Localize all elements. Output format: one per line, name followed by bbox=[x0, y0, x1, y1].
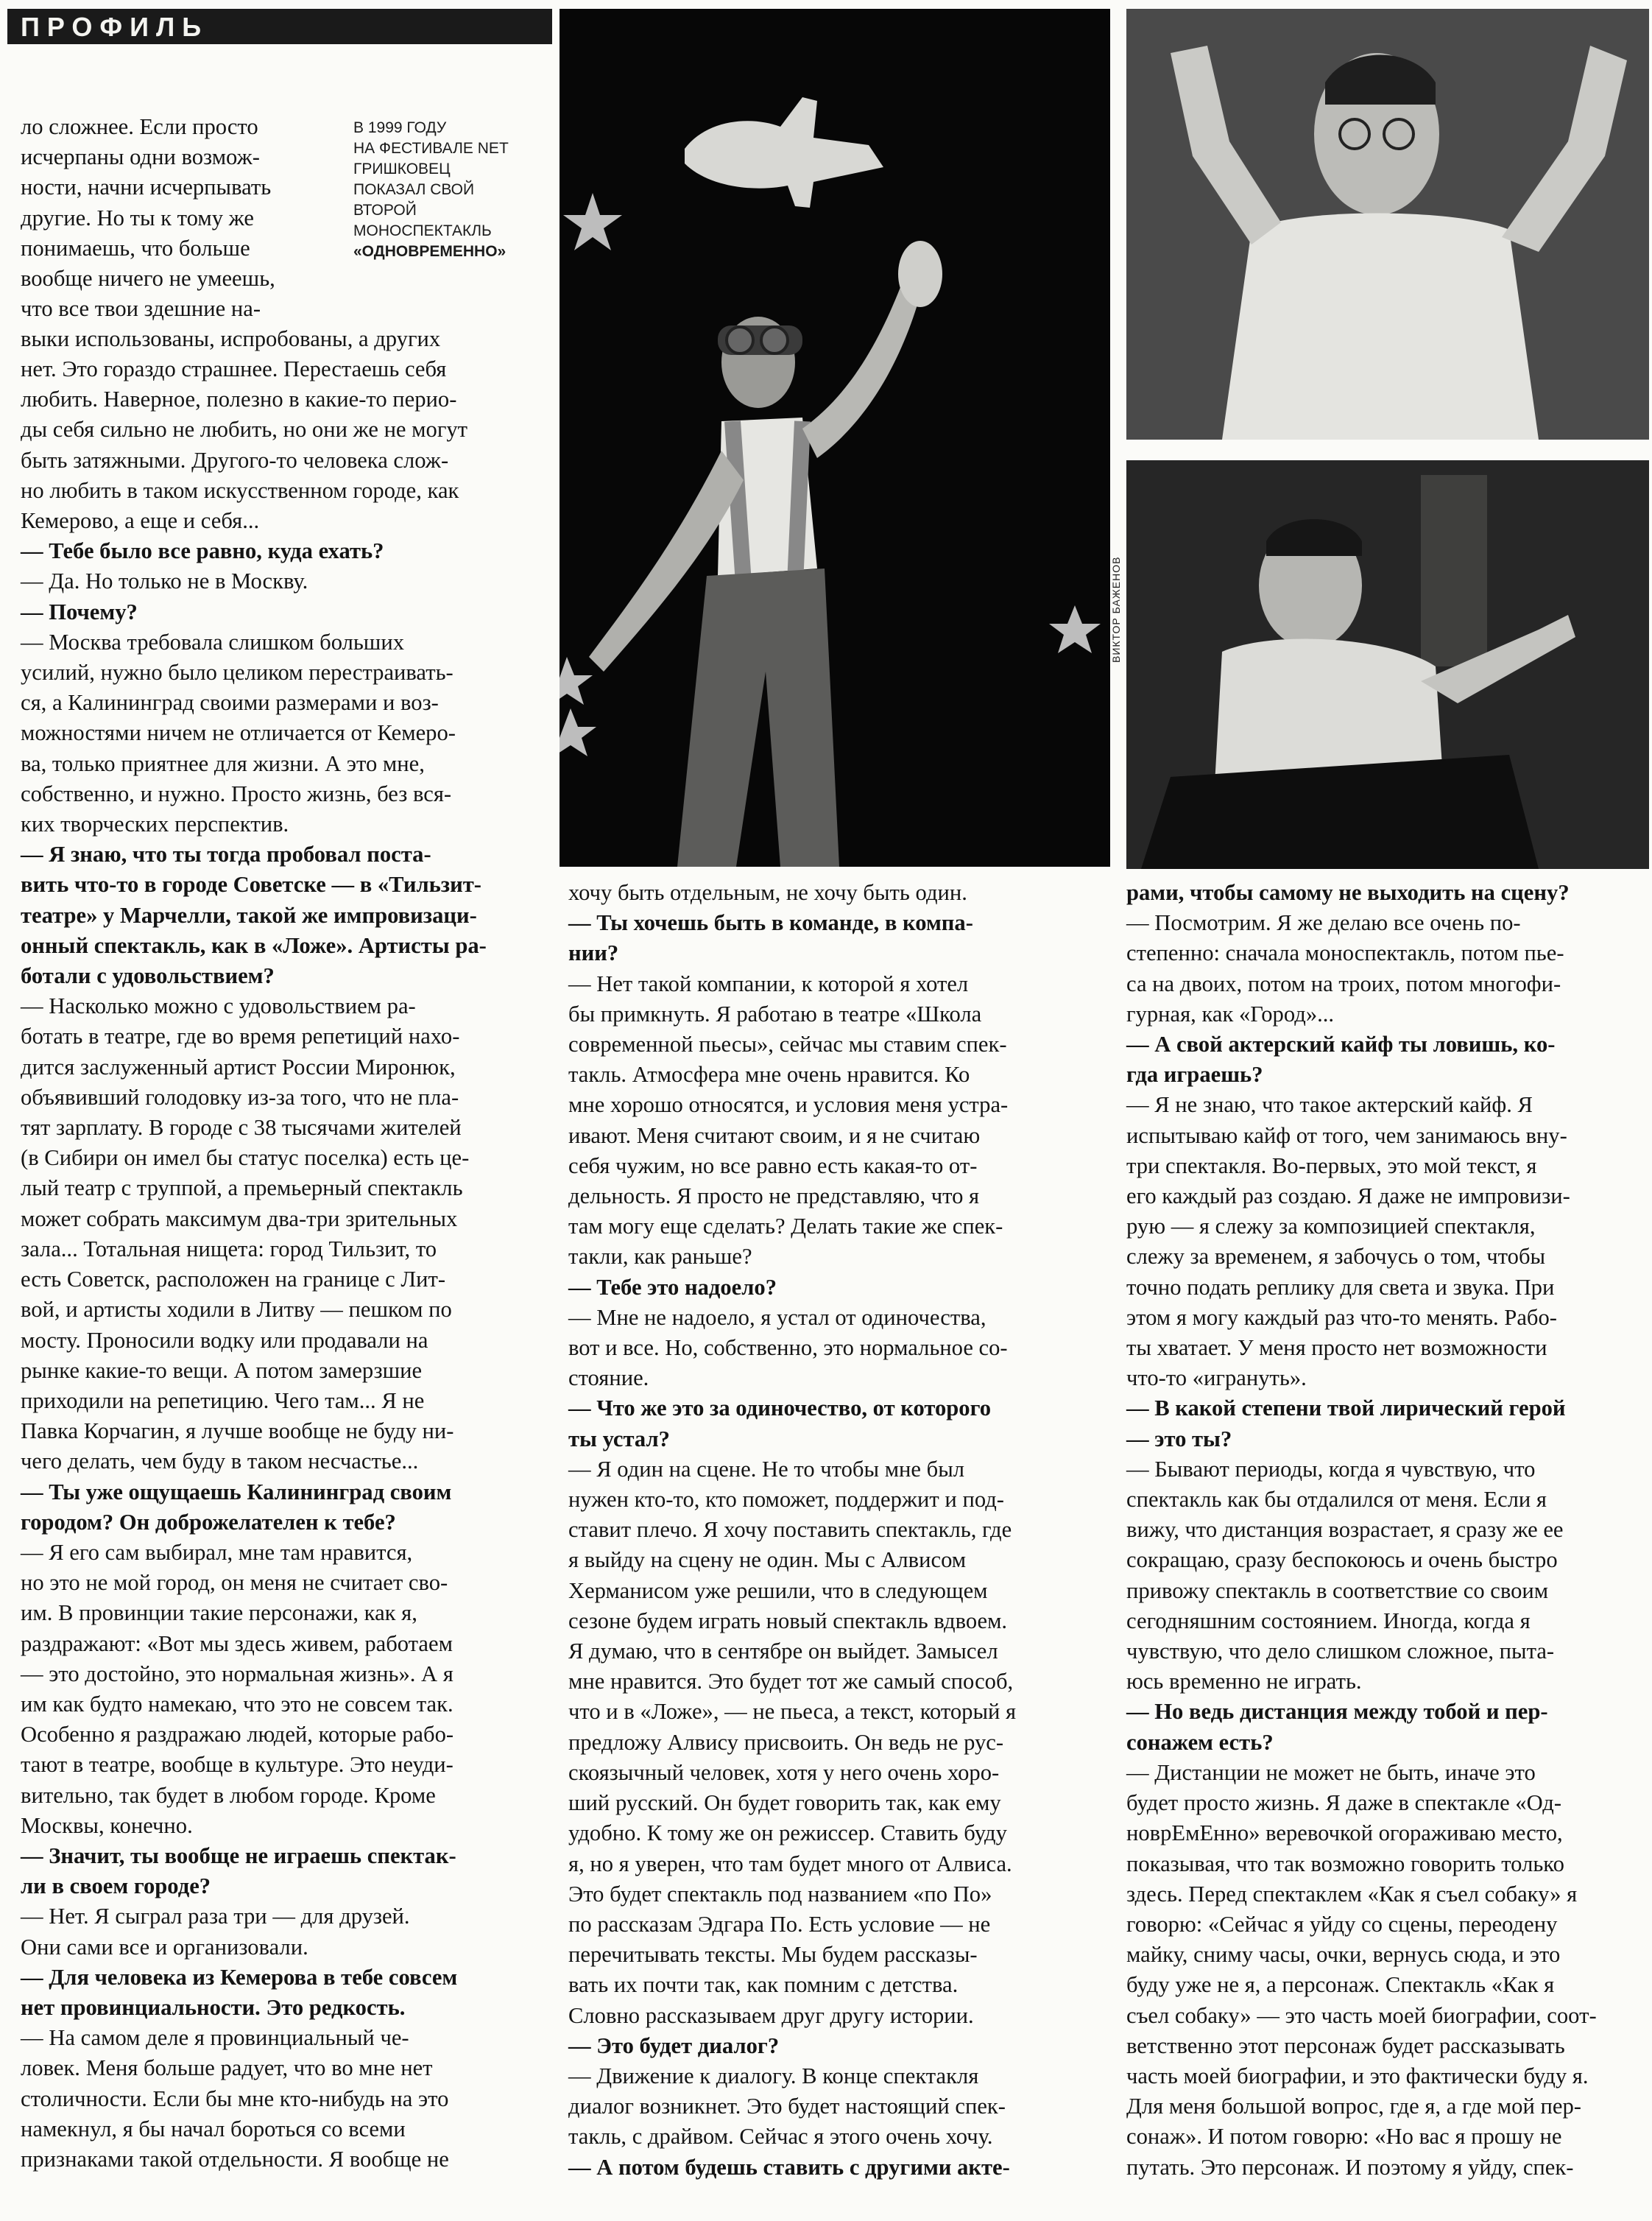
caption-title: «ОДНОВРЕМЕННО» bbox=[353, 243, 506, 260]
text-line: — Бывают периоды, когда я чувствую, что bbox=[1126, 1456, 1536, 1482]
text-line: — Дистанции не может не быть, иначе это bbox=[1126, 1759, 1536, 1785]
text-line: ловек. Меня больше радует, что во мне нет bbox=[21, 2055, 433, 2081]
text-line: испытываю кайф от того, чем занимаюсь вну- bbox=[1126, 1122, 1567, 1148]
text-line: столичности. Если бы мне кто-нибудь на это bbox=[21, 2086, 449, 2111]
text-line: такли, как раньше? bbox=[568, 1244, 752, 1270]
text-line: тят зарплату. В городе с 38 тысячами жителей bbox=[21, 1115, 462, 1141]
text-line: я, но я уверен, что там будет много от Алвиса. bbox=[568, 1851, 1012, 1876]
text-line: — А свой актерский кайф ты ловишь, ко- bbox=[1126, 1032, 1556, 1057]
text-line: ли в своем городе? bbox=[21, 1873, 211, 1899]
text-line: объявивший голодовку из-за того, что не пла- bbox=[21, 1084, 459, 1110]
text-line: скоязычный человек, хотя у него очень хоро- bbox=[568, 1759, 1000, 1785]
text-line: — Я знаю, что ты тогда пробовал поста- bbox=[21, 842, 431, 867]
text-line: удобно. К тому же он режиссер. Ставить буду bbox=[568, 1820, 1007, 1846]
text-line: — Ты уже ощущаешь Калининград своим bbox=[21, 1479, 452, 1504]
text-line: ший русский. Он будет говорить так, как ему bbox=[568, 1790, 1001, 1816]
text-line: — Я не знаю, что такое актерский кайф. Я bbox=[1126, 1092, 1533, 1118]
text-line: раздражают: «Вот мы здесь живем, работаем bbox=[21, 1630, 453, 1656]
text-line: — Нет. Я сыграл раза три — для друзей. bbox=[21, 1904, 410, 1929]
text-line: его каждый раз создаю. Я даже не импровизи- bbox=[1126, 1183, 1570, 1209]
text-line: театре» у Марчелли, такой же импровизаци- bbox=[21, 902, 477, 928]
text-line: диалог возникнет. Это будет настоящий спек- bbox=[568, 2094, 1006, 2119]
text-line: тают в театре, вообще в культуре. Это неуди- bbox=[21, 1752, 453, 1778]
text-line: мосту. Проносили водку или продавали на bbox=[21, 1327, 428, 1353]
text-line: чего делать, чем буду в таком несчастье... bbox=[21, 1449, 419, 1474]
text-line: ивают. Меня считают своим, и я не считаю bbox=[568, 1122, 981, 1148]
text-line: путать. Это персонаж. И поэтому я уйду, спек- bbox=[1126, 2154, 1574, 2180]
text-line: привожу спектакль в соответствие со своим bbox=[1126, 1577, 1549, 1603]
text-line: Павка Корчагин, я лучше вообще не буду ни- bbox=[21, 1418, 454, 1444]
text-line: будет просто жизнь. Я даже в спектакле «Од- bbox=[1126, 1790, 1562, 1816]
text-line: — Тебе это надоело? bbox=[568, 1274, 777, 1300]
text-line: может собрать максимум два-три зрительных bbox=[21, 1205, 458, 1231]
caption-line: В 1999 ГОДУ bbox=[353, 119, 447, 136]
text-line: нии? bbox=[568, 940, 619, 966]
caption-line: ГРИШКОВЕЦ bbox=[353, 161, 451, 177]
text-line: перечитывать тексты. Мы будем рассказы- bbox=[568, 1942, 978, 1968]
text-line: вообще ничего не умеешь, bbox=[21, 266, 275, 292]
text-line: ботали с удовольствием? bbox=[21, 963, 275, 989]
text-line: им как будто намекаю, что это не совсем так. bbox=[21, 1691, 453, 1717]
text-line: рами, чтобы самому не выходить на сцену? bbox=[1126, 880, 1570, 905]
text-line: ты устал? bbox=[568, 1426, 670, 1451]
text-line: по рассказам Эдгара По. Есть условие — не bbox=[568, 1911, 991, 1937]
text-line: — Я один на сцене. Не то чтобы мне был bbox=[568, 1456, 965, 1482]
text-line: Для меня большой вопрос, где я, а где мой пер- bbox=[1126, 2094, 1581, 2119]
text-line: дится заслуженный артист России Миронюк, bbox=[21, 1054, 456, 1080]
text-line: — Мне не надоело, я устал от одиночества, bbox=[568, 1304, 986, 1330]
text-line: — Значит, ты вообще не играешь спектак- bbox=[21, 1842, 456, 1868]
text-line: дельность. Я просто не представляю, что я bbox=[568, 1183, 980, 1209]
stage-photo-seated bbox=[1126, 460, 1649, 869]
text-line: такль, с драйвом. Сейчас я этого очень хочу. bbox=[568, 2124, 993, 2150]
text-line: — Это будет диалог? bbox=[568, 2032, 780, 2058]
text-line: съел собаку» — это часть моей биографии, соот- bbox=[1126, 2002, 1597, 2028]
text-line: — Что же это за одиночество, от которого bbox=[568, 1395, 992, 1421]
text-line: — Ты хочешь быть в команде, в компа- bbox=[568, 910, 973, 936]
text-line: новрЕмЕнно» веревочкой огораживаю место, bbox=[1126, 1820, 1563, 1846]
text-line: вить что-то в городе Советске — в «Тильзит- bbox=[21, 872, 481, 898]
text-line: стояние. bbox=[568, 1365, 649, 1391]
text-line: рынке какие-то вещи. А потом замерзшие bbox=[21, 1357, 423, 1383]
text-line: — Но ведь дистанция между тобой и пер- bbox=[1126, 1699, 1548, 1725]
text-line: выки использованы, испробованы, а других bbox=[21, 326, 441, 352]
text-line: есть Советск, расположен на границе с Лит- bbox=[21, 1267, 446, 1292]
section-header bbox=[7, 9, 552, 44]
text-line: Это будет спектакль под названием «по По» bbox=[568, 1881, 992, 1907]
text-line: ты хватает. У меня просто нет возможности bbox=[1126, 1335, 1547, 1361]
text-line: собственно, и нужно. Просто жизнь, без вся- bbox=[21, 781, 452, 806]
text-line: Особенно я раздражаю людей, которые рабо- bbox=[21, 1722, 454, 1747]
text-line: — Движение к диалогу. В конце спектакля bbox=[568, 2063, 979, 2088]
text-line: но любить в таком искусственном городе, как bbox=[21, 477, 459, 503]
text-line: ности, начни исчерпывать bbox=[21, 175, 272, 200]
text-line: ло сложнее. Если просто bbox=[21, 114, 258, 139]
text-line: там могу еще сделать? Делать такие же спек- bbox=[568, 1214, 1003, 1239]
text-line: признаками такой отдельности. Я вообще не bbox=[21, 2146, 449, 2172]
text-line: нет. Это гораздо страшнее. Перестаешь себя bbox=[21, 356, 447, 381]
text-line: что и в «Ложе», — не пьеса, а текст, который я bbox=[568, 1699, 1017, 1725]
text-line: гурная, как «Город»... bbox=[1126, 1001, 1335, 1027]
caption-line: ПОКАЗАЛ СВОЙ bbox=[353, 181, 475, 198]
text-line: ся, а Калининград своими размерами и воз- bbox=[21, 690, 439, 716]
photo-caption bbox=[353, 118, 574, 262]
text-line: — В какой степени твой лирический герой bbox=[1126, 1395, 1566, 1421]
text-line: (в Сибири он имел бы статус поселка) есть це- bbox=[21, 1145, 470, 1171]
text-line: Кемерово, а еще и себя... bbox=[21, 508, 260, 534]
text-line: что все твои здешние на- bbox=[21, 296, 261, 322]
text-line: вой, и артисты ходили в Литву — пешком по bbox=[21, 1297, 452, 1323]
text-line: майку, сниму часы, очки, вернусь сюда, и это bbox=[1126, 1942, 1561, 1968]
text-line: что-то «игрануть». bbox=[1126, 1365, 1307, 1391]
text-line: — Насколько можно с удовольствием ра- bbox=[21, 993, 416, 1019]
text-line: другие. Но ты к тому же bbox=[21, 205, 254, 230]
text-line: этом я могу каждый раз что-то менять. Рабо- bbox=[1126, 1304, 1557, 1330]
text-line: мне хорошо относятся, и условия меня устра- bbox=[568, 1092, 1009, 1118]
text-line: вать их почти так, как помним с детства. bbox=[568, 1972, 959, 1998]
text-line: приходили на репетицию. Чего там... Я не bbox=[21, 1387, 425, 1413]
text-line: гда играешь? bbox=[1126, 1062, 1263, 1088]
text-line: вот и все. Но, собственно, это нормальное со- bbox=[568, 1335, 1008, 1361]
text-line: сонаж». И потом говорю: «Но вас я прошу не bbox=[1126, 2124, 1562, 2150]
text-line: здесь. Перед спектаклем «Как я съел собаку» я bbox=[1126, 1881, 1578, 1907]
text-line: себя чужим, но все равно есть какая-то от- bbox=[568, 1152, 978, 1178]
text-line: — это достойно, это нормальная жизнь». А я bbox=[21, 1661, 453, 1686]
text-line: намекнул, я бы начал бороться со всеми bbox=[21, 2116, 406, 2141]
text-line: — Посмотрим. Я же делаю все очень по- bbox=[1126, 910, 1521, 936]
text-line: — Я его сам выбирал, мне там нравится, bbox=[21, 1539, 413, 1565]
text-line: юсь временно не играть. bbox=[1126, 1669, 1362, 1694]
text-line: зала... Тотальная нищета: город Тильзит, то bbox=[21, 1236, 437, 1261]
text-line: понимаешь, что больше bbox=[21, 235, 250, 261]
text-line: сегодняшним состоянием. Иногда, когда я bbox=[1126, 1608, 1531, 1633]
text-line: вижу, что дистанция возрастает, я сразу же ее bbox=[1126, 1517, 1564, 1543]
text-line: — Нет такой компании, к которой я хотел bbox=[568, 971, 969, 996]
text-line: бы примкнуть. Я работаю в театре «Школа bbox=[568, 1001, 982, 1027]
text-line: ветственно этот персонаж будет рассказывать bbox=[1126, 2032, 1565, 2058]
text-line: лый театр с труппой, а премьерный спектакль bbox=[21, 1175, 463, 1201]
text-line: — Москва требовала слишком больших bbox=[21, 629, 405, 655]
article-column-1 bbox=[21, 354, 551, 2175]
text-line: усилий, нужно было целиком перестраивать- bbox=[21, 660, 453, 686]
text-line: рую — я слежу за композицией спектакля, bbox=[1126, 1214, 1536, 1239]
text-line: слежу за временем, я забочусь о том, чтобы bbox=[1126, 1244, 1546, 1270]
text-line: Словно рассказываем друг другу истории. bbox=[568, 2002, 974, 2028]
text-line: быть затяжными. Другого-то человека слож- bbox=[21, 447, 449, 473]
text-line: са на двоих, потом на троих, потом многофи- bbox=[1126, 971, 1561, 996]
text-line: — Да. Но только не в Москву. bbox=[21, 569, 308, 594]
article-column-2 bbox=[568, 878, 1098, 2183]
text-line: показывая, что так возможно говорить только bbox=[1126, 1851, 1564, 1876]
text-line: предложу Алвису присвоить. Он ведь не рус- bbox=[568, 1729, 1004, 1755]
text-line: ких творческих перспектив. bbox=[21, 812, 289, 837]
text-line: Я думаю, что в сентябре он выйдет. Замысел bbox=[568, 1639, 998, 1664]
article-column-3 bbox=[1126, 878, 1642, 2183]
text-line: ды себя сильно не любить, но они же не могут bbox=[21, 417, 468, 443]
text-line: городом? Он доброжелателен к тебе? bbox=[21, 1509, 396, 1535]
text-line: — Тебе было все равно, куда ехать? bbox=[21, 538, 384, 564]
text-line: я выйду на сцену не один. Мы с Алвисом bbox=[568, 1547, 967, 1573]
text-line: чувствую, что дело слишком сложное, пыта- bbox=[1126, 1639, 1555, 1664]
text-line: но это не мой город, он меня не считает сво- bbox=[21, 1570, 448, 1596]
text-line: Херманисом уже решили, что в следующем bbox=[568, 1577, 988, 1603]
text-line: сонажем есть? bbox=[1126, 1729, 1274, 1755]
text-line: можностями ничем не отличается от Кемеро- bbox=[21, 720, 456, 746]
stage-photo-hands-up bbox=[1126, 9, 1649, 440]
text-line: ботать в театре, где во время репетиций нахо- bbox=[21, 1024, 460, 1049]
photo-credit: ВИКТОР БАЖЕНОВ bbox=[1110, 556, 1122, 663]
text-line: часть моей биографии, и это фактически буду я. bbox=[1126, 2063, 1589, 2088]
text-line: — На самом деле я провинциальный че- bbox=[21, 2025, 409, 2051]
text-line: сокращаю, сразу беспокоюсь и очень быстро bbox=[1126, 1547, 1558, 1573]
text-line: — Почему? bbox=[21, 599, 138, 624]
caption-line: НА ФЕСТИВАЛЕ NET bbox=[353, 140, 509, 157]
text-line: буду уже не я, а персонаж. Спектакль «Как я bbox=[1126, 1972, 1555, 1998]
text-line: степенно: сначала моноспектакль, потом пье- bbox=[1126, 940, 1564, 966]
stage-photo-aviator bbox=[560, 9, 1110, 867]
text-line: ставит плечо. Я хочу поставить спектакль, где bbox=[568, 1517, 1012, 1543]
text-line: современной пьесы», сейчас мы ставим спек- bbox=[568, 1032, 1007, 1057]
text-line: три спектакля. Во-первых, это мой текст, я bbox=[1126, 1152, 1537, 1178]
text-line: говорю: «Сейчас я уйду со сцены, переодену bbox=[1126, 1911, 1558, 1937]
text-line: нужен кто-то, кто поможет, поддержит и под- bbox=[568, 1487, 1004, 1513]
text-line: точно подать реплику для света и звука. При bbox=[1126, 1274, 1555, 1300]
text-line: — Для человека из Кемерова в тебе совсем bbox=[21, 1964, 458, 1990]
text-line: сезоне будем играть новый спектакль вдвоем. bbox=[568, 1608, 1008, 1633]
text-line: такль. Атмосфера мне очень нравится. Ко bbox=[568, 1062, 970, 1088]
text-line: мне нравится. Это будет тот же самый способ, bbox=[568, 1669, 1014, 1694]
text-line: Они сами все и организовали. bbox=[21, 1934, 308, 1960]
text-line: — А потом будешь ставить с другими акте- bbox=[568, 2154, 1010, 2180]
text-line: любить. Наверное, полезно в какие-то перио- bbox=[21, 387, 457, 412]
text-line: Москвы, конечно. bbox=[21, 1812, 193, 1838]
caption-line: МОНОСПЕКТАКЛЬ bbox=[353, 222, 492, 239]
text-line: ва, только приятнее для жизни. А это мне, bbox=[21, 750, 425, 776]
text-line: исчерпаны одни возмож- bbox=[21, 144, 260, 170]
text-line: нет провинциальности. Это редкость. bbox=[21, 1994, 406, 2020]
text-line: вительно, так будет в любом городе. Кроме bbox=[21, 1782, 436, 1808]
section-title: ПРОФИЛЬ bbox=[21, 12, 209, 42]
text-line: хочу быть отдельным, не хочу быть один. bbox=[568, 880, 967, 905]
text-line: им. В провинции такие персонажи, как я, bbox=[21, 1600, 417, 1626]
text-line: спектакль как бы отдалился от меня. Если я bbox=[1126, 1487, 1547, 1513]
text-line: онный спектакль, как в «Ложе». Артисты ра- bbox=[21, 932, 487, 958]
text-line: — это ты? bbox=[1126, 1426, 1232, 1451]
caption-line: ВТОРОЙ bbox=[353, 202, 417, 219]
